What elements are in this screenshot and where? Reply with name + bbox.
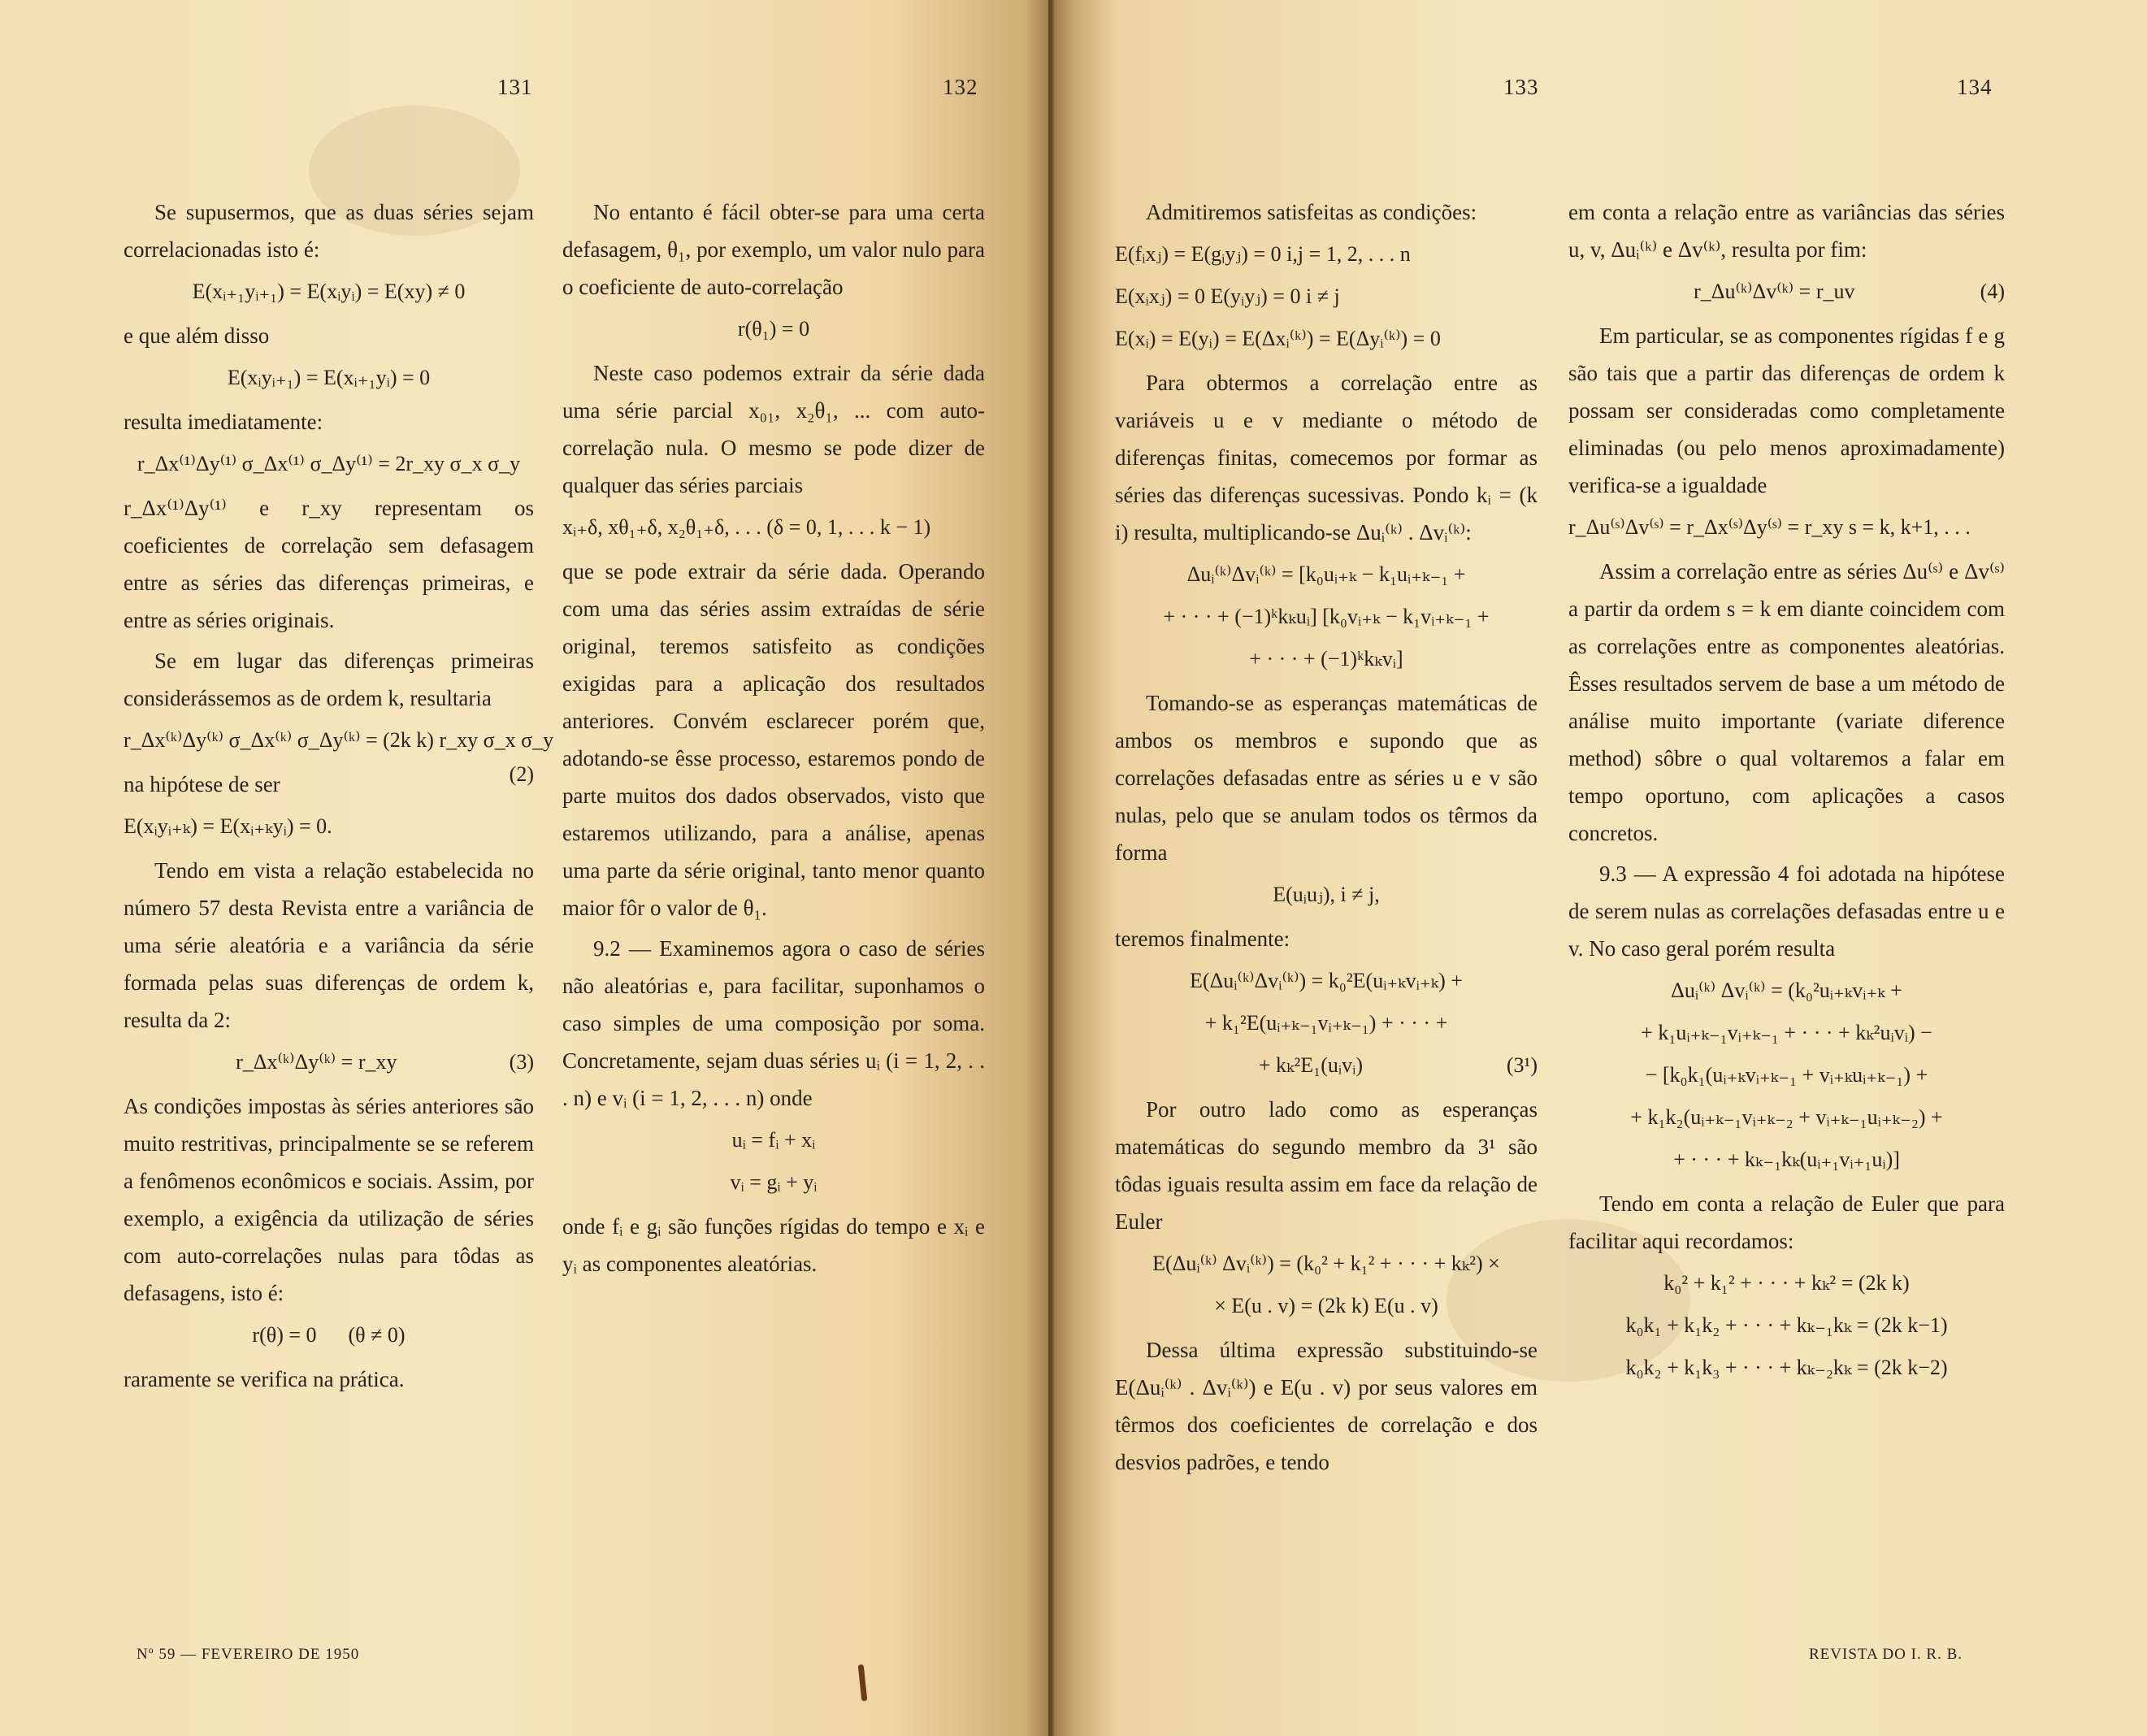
page-134 (1568, 0, 2147, 1736)
equation: r_Δx⁽¹⁾Δy⁽¹⁾ σ_Δx⁽¹⁾ σ_Δy⁽¹⁾ = 2r_xy σ_x σ_y (137, 452, 521, 475)
paragraph: 9.2 — Examinemos agora o caso de séries não aleatórias e, para facilitar, suponhamos o caso simples de uma composição por soma. Concretamente, sejam duas séries uᵢ (i = 1, 2, . . . n) e vᵢ (i = 1, 2, . . . n) onde (562, 936, 985, 1110)
equation-tag: (3) (509, 1050, 534, 1074)
equation: E(Δuᵢ⁽ᵏ⁾Δvᵢ⁽ᵏ⁾) = k₀²E(uᵢ₊ₖvᵢ₊ₖ) + (1190, 969, 1463, 992)
paragraph: Tendo em vista a relação estabelecida no número 57 desta Revista entre a variância de uma série aleatória e a variância da série formada pelas suas diferenças de ordem k, resulta da 2: (124, 858, 534, 1032)
equation-tag: (2) (509, 762, 534, 786)
equation: uᵢ = fᵢ + xᵢ (731, 1128, 816, 1152)
equation-tag: (3¹) (1506, 1053, 1538, 1077)
equation: + · · · + (−1)ᵏkₖvᵢ] (1249, 647, 1403, 671)
paragraph: Admitiremos satisfeitas as condições: (1146, 200, 1477, 224)
equation: + · · · + kₖ₋₁kₖ(uᵢ₊₁vᵢ₊₁uᵢ)] (1673, 1148, 1900, 1171)
equation: xᵢ₊δ, xθ₁₊δ, x₂θ₁₊δ, . . . (δ = 0, 1, . . . k − 1) (562, 515, 931, 539)
equation-condition: (θ ≠ 0) (348, 1323, 406, 1347)
paragraph: Se supusermos, que as duas séries sejam correlacionadas isto é: (124, 200, 534, 262)
paragraph: teremos finalmente: (1115, 927, 1290, 951)
paragraph: Para obtermos a correlação entre as variáveis u e v mediante o método de diferenças finitas, comecemos por formar as séries das diferenças sucessivas. Pondo kᵢ = (k i) resulta, multiplicando-se Δuᵢ⁽ᵏ⁾ . Δvᵢ⁽ᵏ⁾: (1115, 371, 1538, 545)
page-number: 132 (943, 75, 978, 99)
equation-body: r(θ) = 0 (252, 1323, 317, 1347)
equation: E(xᵢyᵢ₊ₖ) = E(xᵢ₊ₖyᵢ) = 0. (124, 814, 332, 838)
equation: + · · · + (−1)ᵏkₖuᵢ] [k₀vᵢ₊ₖ − k₁vᵢ₊ₖ₋₁ + (1163, 605, 1490, 628)
equation: E(uᵢuⱼ), i ≠ j, (1273, 883, 1380, 906)
equation: k₀² + k₁² + · · · + kₖ² = (2k k) (1663, 1271, 1910, 1295)
equation-numbered (124, 1045, 534, 1079)
paragraph: Em particular, se as componentes rígidas f e g são tais que a partir das diferenças de ordem k possam ser consideradas como completamente eliminadas (ou pelo menos aproximadamente) verifica-se a igualdade (1568, 323, 2005, 497)
page-number: 131 (497, 75, 533, 99)
equation: E(xᵢ) = E(yᵢ) = E(Δxᵢ⁽ᵏ⁾) = E(Δyᵢ⁽ᵏ⁾) = 0 (1115, 327, 1441, 350)
paragraph: em conta a relação entre as variâncias das séries u, v, Δuᵢ⁽ᵏ⁾ e Δv⁽ᵏ⁾, resulta por fim: (1568, 200, 2005, 262)
paragraph: 9.3 — A expressão 4 foi adotada na hipótese de serem nulas as correlações defasadas entre u e v. No caso geral porém resulta (1568, 861, 2005, 961)
page-number: 134 (1957, 75, 1993, 99)
equation: r_Δu⁽ˢ⁾Δv⁽ˢ⁾ = r_Δx⁽ˢ⁾Δy⁽ˢ⁾ = r_xy s = k, k+1, . . . (1568, 515, 1971, 539)
equation: E(xᵢxⱼ) = 0 E(yᵢyⱼ) = 0 i ≠ j (1115, 284, 1340, 308)
equation: vᵢ = gᵢ + yᵢ (730, 1170, 818, 1194)
equation: E(xᵢyᵢ₊₁) = E(xᵢ₊₁yᵢ) = 0 (227, 366, 431, 389)
equation: + k₁k₂(uᵢ₊ₖ₋₁vᵢ₊ₖ₋₂ + vᵢ₊ₖ₋₁uᵢ₊ₖ₋₂) + (1630, 1105, 1943, 1129)
page-footer: REVISTA DO I. R. B. (1809, 1646, 1963, 1663)
page-body (1568, 193, 2005, 1393)
equation: r(θ₁) = 0 (737, 317, 810, 341)
paragraph: As condições impostas às séries anteriores são muito restritivas, principalmente se se referem a fenômenos econômicos e sociais. Assim, por exemplo, a exigência da utilização de séries com auto-correlações nulas para tôdas as defasagens, isto é: (124, 1094, 534, 1305)
paragraph: Tomando-se as esperanças matemáticas de ambos os membros e supondo que as correlações defasadas entre as séries u e v são nulas, pelo que se anulam todos os têrmos da forma (1115, 691, 1538, 865)
equation: E(xᵢ₊₁yᵢ₊₁) = E(xᵢyᵢ) = E(xy) ≠ 0 (192, 280, 466, 303)
page-132 (536, 0, 1024, 1736)
paragraph: No entanto é fácil obter-se para uma certa defasagem, θ₁, por exemplo, um valor nulo para o coeficiente de auto-correlação (562, 200, 985, 299)
page-body (124, 193, 554, 1401)
paragraph: na hipótese de ser (124, 772, 280, 796)
equation-numbered (1115, 1048, 1538, 1083)
paragraph: Se em lugar das diferenças primeiras considerássemos as de ordem k, resultaria (124, 649, 534, 710)
paragraph: Tendo em conta a relação de Euler que para facilitar aqui recordamos: (1568, 1191, 2005, 1253)
equation-body: + kₖ²E₁(uᵢvᵢ) (1258, 1053, 1364, 1077)
paragraph: Dessa última expressão substituindo-se E(Δuᵢ⁽ᵏ⁾ . Δvᵢ⁽ᵏ⁾) e E(u . v) por seus valores em têrmos dos coeficientes de correlação e dos desvios padrões, e tendo (1115, 1338, 1538, 1474)
equation: E(fᵢxⱼ) = E(gᵢyⱼ) = 0 i,j = 1, 2, . . . n (1115, 242, 1411, 266)
equation: × E(u . v) = (2k k) E(u . v) (1214, 1294, 1438, 1317)
equation: E(Δuᵢ⁽ᵏ⁾ Δvᵢ⁽ᵏ⁾) = (k₀² + k₁² + · · · + kₖ²) × (1152, 1252, 1500, 1275)
page-body (1115, 193, 1538, 1484)
equation-body: r_Δu⁽ᵏ⁾Δv⁽ᵏ⁾ = r_uv (1694, 280, 1855, 303)
book-gutter (1026, 0, 1074, 1736)
equation-body: r_Δx⁽ᵏ⁾Δy⁽ᵏ⁾ σ_Δx⁽ᵏ⁾ σ_Δy⁽ᵏ⁾ = (2k k) r_xy σ_x σ_y (124, 728, 554, 752)
equation: Δuᵢ⁽ᵏ⁾Δvᵢ⁽ᵏ⁾ = [k₀uᵢ₊ₖ − k₁uᵢ₊ₖ₋₁ + (1186, 562, 1466, 586)
paragraph: Assim a correlação entre as séries Δu⁽ˢ⁾ e Δv⁽ˢ⁾ a partir da ordem s = k em diante coincidem com as correlações entre as componentes aleatórias. Êsses resultados servem de base a um método de análise muito importante (variate diference method) sôbre o qual voltaremos a falar em tempo oportuno, com aplicações a casos concretos. (1568, 559, 2005, 845)
equation: k₀k₂ + k₁k₃ + · · · + kₖ₋₂kₖ = (2k k−2) (1625, 1356, 1948, 1379)
equation: + k₁uᵢ₊ₖ₋₁vᵢ₊ₖ₋₁ + · · · + kₖ²uᵢvᵢ) − (1641, 1021, 1932, 1044)
equation-tag: (4) (1980, 280, 2005, 303)
paragraph: resulta imediatamente: (124, 410, 323, 434)
equation: k₀k₁ + k₁k₂ + · · · + kₖ₋₁kₖ = (2k k−1) (1625, 1313, 1948, 1337)
paragraph: Por outro lado como as esperanças matemáticas do segundo membro da 3¹ são tôdas iguais resulta assim em face da relação de Euler (1115, 1097, 1538, 1234)
page-number: 133 (1503, 75, 1539, 99)
page-133 (1081, 0, 1568, 1736)
equation-body: r_Δx⁽ᵏ⁾Δy⁽ᵏ⁾ = r_xy (236, 1050, 397, 1074)
equation: + k₁²E(uᵢ₊ₖ₋₁vᵢ₊ₖ₋₁) + · · · + (1204, 1011, 1448, 1035)
page-body (562, 193, 985, 1286)
paragraph: r_Δx⁽¹⁾Δy⁽¹⁾ e r_xy representam os coeficientes de correlação sem defasagem entre as séries das diferenças primeiras, e entre as séries originais. (124, 496, 534, 632)
equation-numbered (1568, 275, 2005, 309)
paragraph: e que além disso (124, 323, 270, 348)
page-footer: Nº 59 — FEVEREIRO DE 1950 (137, 1646, 360, 1663)
paragraph: raramente se verifica na prática. (124, 1367, 405, 1391)
paragraph: que se pode extrair da série dada. Operando com uma das séries assim extraídas de série original, teremos satisfeito as condições exigidas para a aplicação dos resultados anteriores. Convém esclarecer porém que, adotando-se êsse processo, estaremos pondo de parte muitos dos dados observados, visto que estaremos utilizando, para a análise, apenas uma parte da série original, tanto menor quanto maior fôr o valor de θ₁. (562, 559, 985, 920)
equation: − [k₀k₁(uᵢ₊ₖvᵢ₊ₖ₋₁ + vᵢ₊ₖuᵢ₊ₖ₋₁) + (1645, 1063, 1928, 1087)
paragraph: Neste caso podemos extrair da série dada uma série parcial x₀₁, x₂θ₁, ... com auto-correlação nula. O mesmo se pode dizer de qualquer das séries parciais (562, 361, 985, 497)
equation: Δuᵢ⁽ᵏ⁾ Δvᵢ⁽ᵏ⁾ = (k₀²uᵢ₊ₖvᵢ₊ₖ + (1671, 979, 1902, 1002)
paragraph: onde fᵢ e gᵢ são funções rígidas do tempo e xᵢ e yᵢ as componentes aleatórias. (562, 1214, 985, 1276)
equation-numbered (124, 1318, 534, 1352)
page-131 (0, 0, 554, 1736)
